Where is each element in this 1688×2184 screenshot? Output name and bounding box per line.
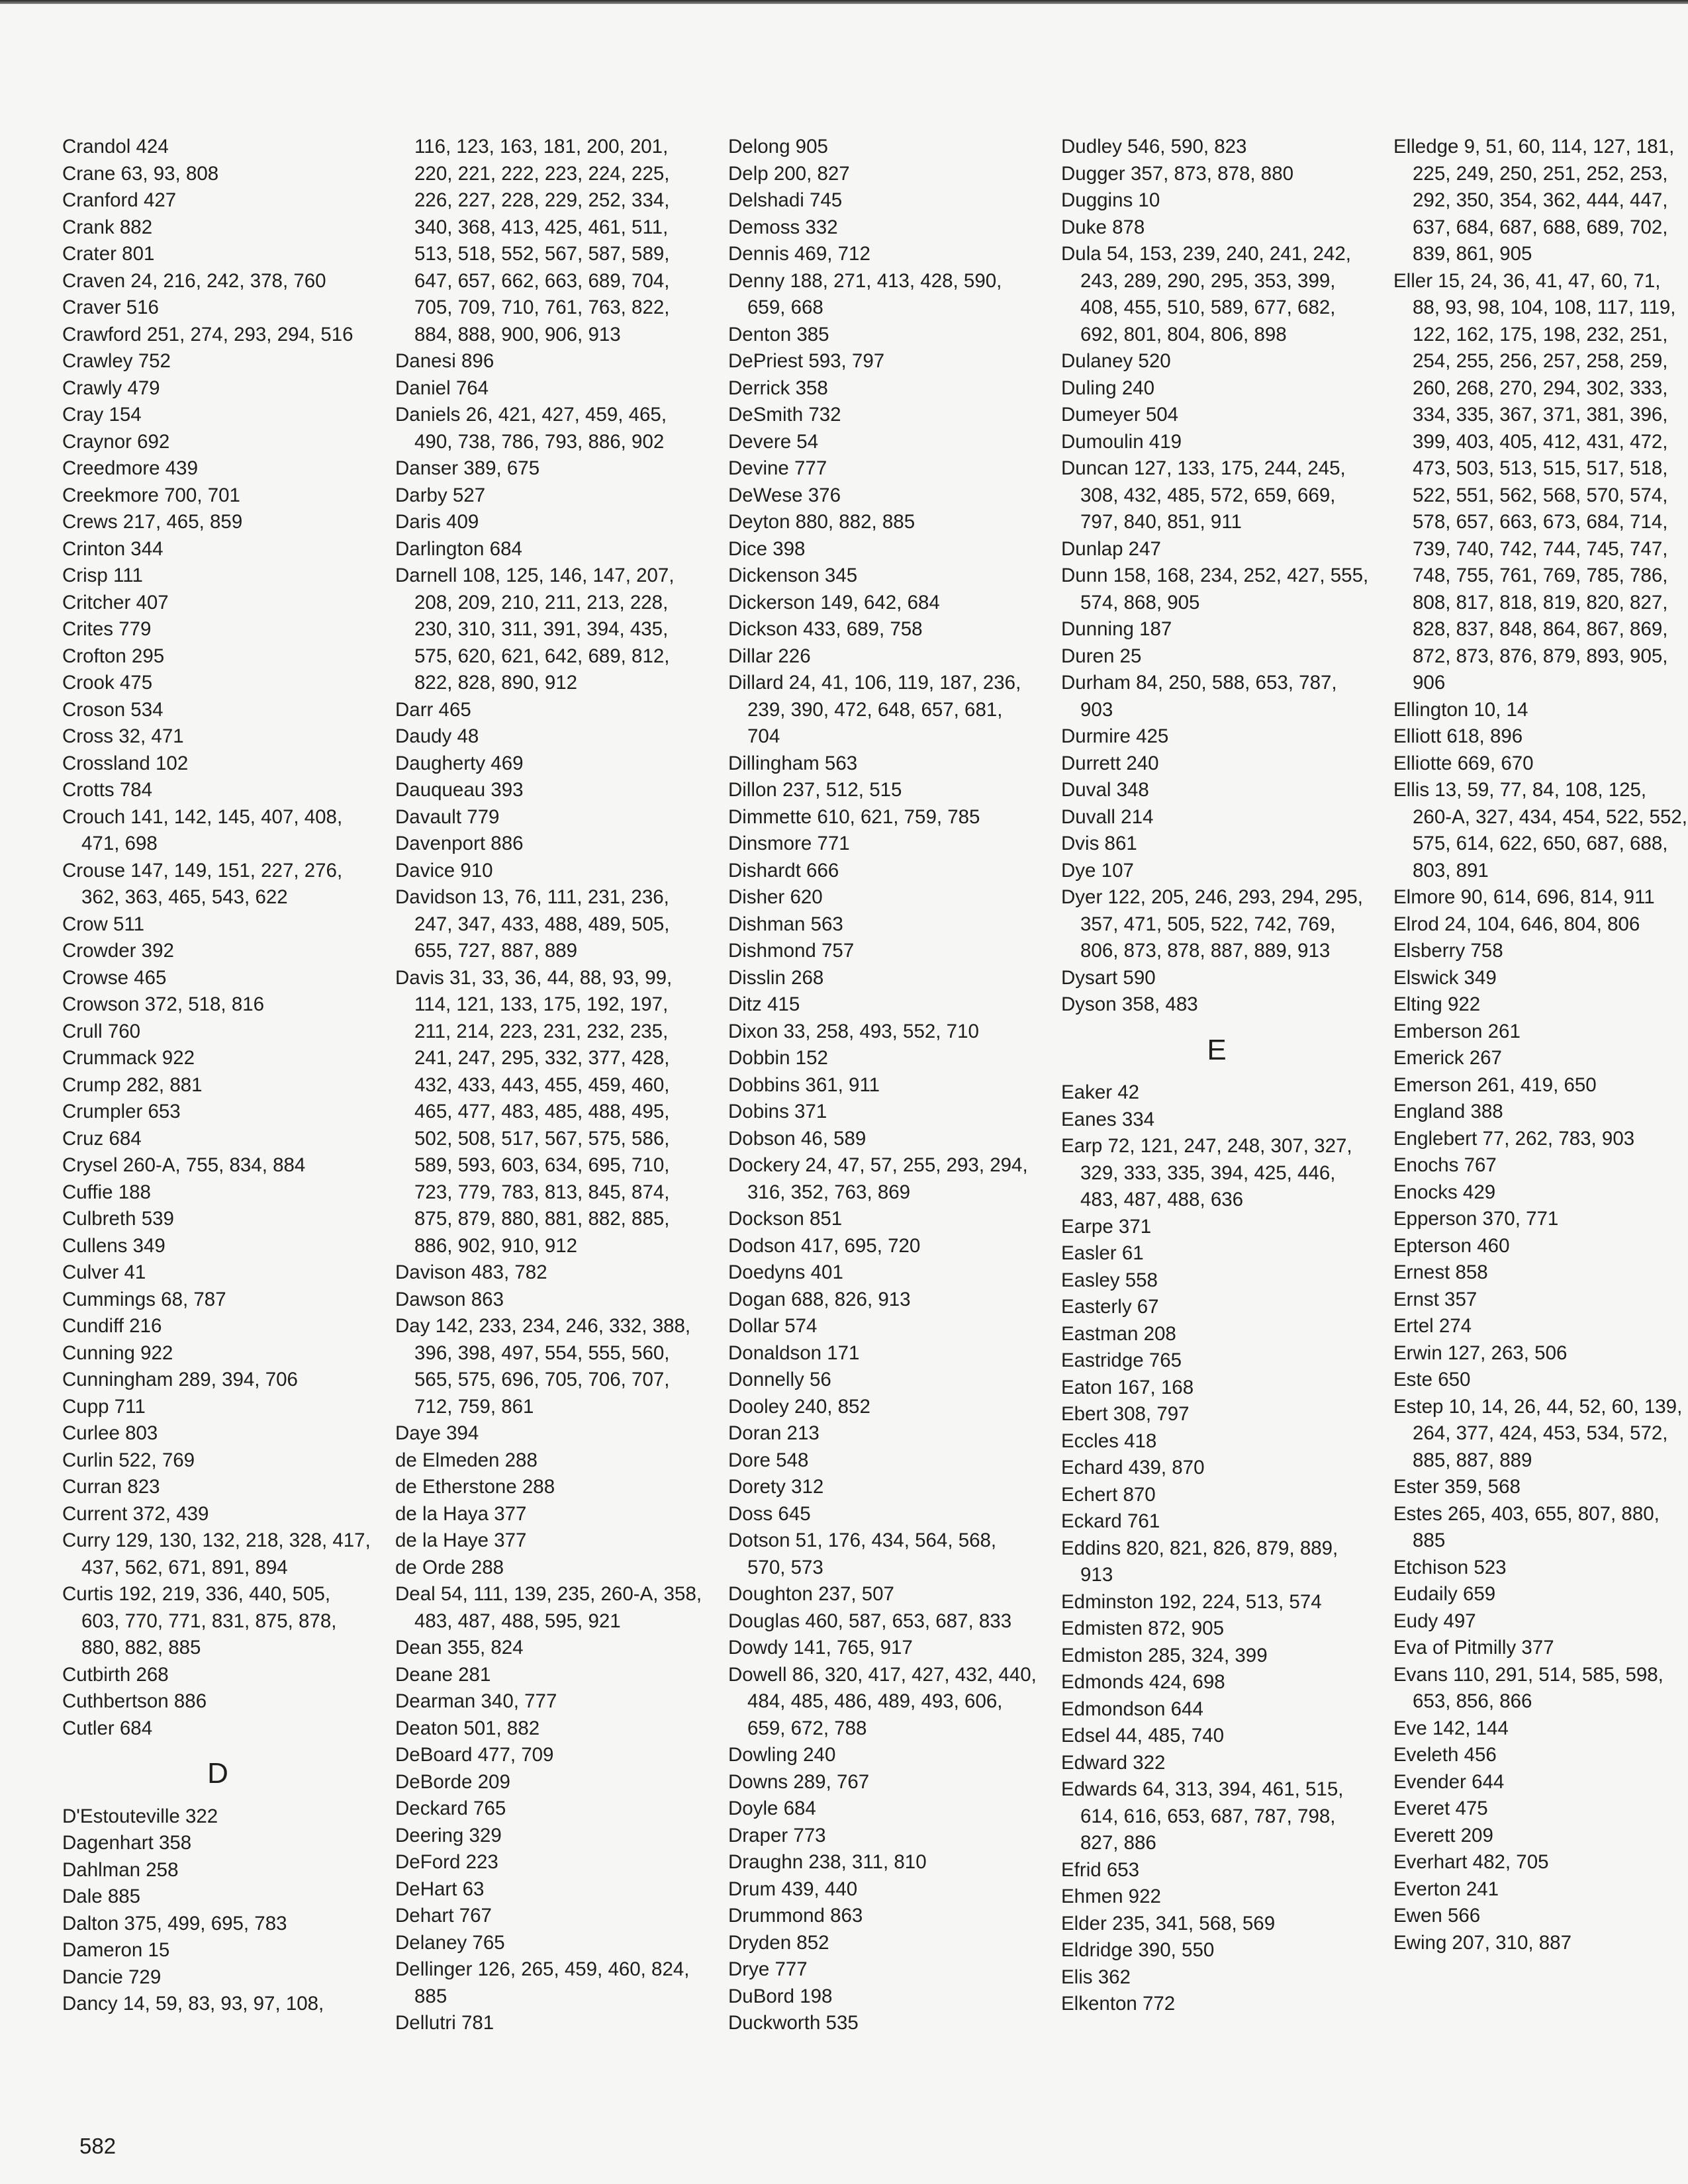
index-entry: Duren 25 <box>1061 645 1142 667</box>
index-entry: Dagenhart 358 <box>62 1832 192 1854</box>
index-entry: Estep 10, 14, 26, 44, 52, 60, 139, 264, 377, 424, 453, 534, 572, 885, 887, 889 <box>1393 1395 1683 1471</box>
index-entry: Eveleth 456 <box>1393 1744 1497 1766</box>
index-entry: Curran 823 <box>62 1476 160 1498</box>
index-entry: Emberson 261 <box>1393 1020 1521 1042</box>
index-entry: Creedmore 439 <box>62 457 198 479</box>
index-entry: Dancie 729 <box>62 1966 162 1988</box>
index-entry: Derrick 358 <box>728 377 828 399</box>
index-entry: Eller 15, 24, 36, 41, 47, 60, 71, 88, 93, 98, 104, 108, 117, 119, 122, 162, 175, 198, 232, 251, 254, 255, 256, 257, 258, 259, 260, 268, 270, 294, 302, 333, 334, 335, 367, 371, 381, 396, 399, 403, 405, 412, 431, 472, 473, 503, 513, 515, 517, 518, 522, 551, 562, 568, 570, 574, 578, 657, 663, 673, 684, 714, 739, 740, 742, 744, 745, 747, 748, 755, 761, 769, 785, 786, 808, 817, 818, 819, 820, 827, 828, 837, 848, 864, 867, 869, 872, 873, 876, 879, 893, 905, 906 <box>1393 269 1676 694</box>
index-entry: Dellinger 126, 265, 459, 460, 824, 885 <box>395 1958 690 2007</box>
index-entry: Emerick 267 <box>1393 1047 1502 1069</box>
index-entry: D'Estouteville 322 <box>62 1805 218 1827</box>
index-entry: Eudaily 659 <box>1393 1583 1496 1605</box>
index-entry: Ehmen 922 <box>1061 1886 1161 1907</box>
index-entry: Echert 870 <box>1061 1483 1156 1506</box>
index-entry: Doss 645 <box>728 1502 811 1525</box>
index-entry: Deyton 880, 882, 885 <box>728 511 915 533</box>
index-entry: Dinsmore 771 <box>728 833 850 854</box>
index-entry: Everton 241 <box>1393 1878 1499 1900</box>
index-entry: Englebert 77, 262, 783, 903 <box>1393 1127 1635 1150</box>
index-entry: Cupp 711 <box>62 1395 146 1418</box>
index-entry: Crook 475 <box>62 672 153 694</box>
index-entry: Eanes 334 <box>1061 1108 1155 1130</box>
index-entry: Easterly 67 <box>1061 1296 1159 1318</box>
index-entry: Darlington 684 <box>395 537 522 560</box>
index-entry: Dickenson 345 <box>728 565 858 586</box>
index-entry: Este 650 <box>1393 1369 1471 1390</box>
index-entry: Delshadi 745 <box>728 189 843 211</box>
index-entry: Crowder 392 <box>62 940 174 962</box>
index-entry: Dishmond 757 <box>728 940 855 962</box>
index-entry: Dearman 340, 777 <box>395 1690 557 1712</box>
index-entry: Dooley 240, 852 <box>728 1395 870 1418</box>
index-entry: Dahlman 258 <box>62 1858 179 1881</box>
index-entry: Cranford 427 <box>62 189 177 211</box>
index-entry: Devere 54 <box>728 430 819 453</box>
index-entry: Deaton 501, 882 <box>395 1717 540 1739</box>
index-entry: Crossland 102 <box>62 752 189 774</box>
index-entry: Dishman 563 <box>728 913 843 935</box>
index-entry: Duval 348 <box>1061 779 1149 801</box>
index-entry: DeWese 376 <box>728 484 841 506</box>
index-entry: Echard 439, 870 <box>1061 1457 1205 1479</box>
index-entry: Creekmore 700, 701 <box>62 484 240 506</box>
index-entry: Ertel 274 <box>1393 1315 1472 1337</box>
index-entry: Croson 534 <box>62 698 164 721</box>
index-entry: Dunn 158, 168, 234, 252, 427, 555, 574, 868, 905 <box>1061 565 1369 614</box>
index-entry: Elkenton 772 <box>1061 1993 1176 2015</box>
index-entry: Donnelly 56 <box>728 1369 831 1390</box>
index-entry: Craven 24, 216, 242, 378, 760 <box>62 269 326 292</box>
index-entry: Crawford 251, 274, 293, 294, 516 <box>62 323 353 345</box>
index-column-5 <box>1393 134 1688 1956</box>
index-entry: Daudy 48 <box>395 725 479 747</box>
index-entry: Delong 905 <box>728 136 828 158</box>
index-entry: Easler 61 <box>1061 1242 1144 1264</box>
index-entry: Dobbin 152 <box>728 1047 828 1069</box>
index-entry: Dockson 851 <box>728 1208 843 1230</box>
index-entry: Dillar 226 <box>728 645 811 667</box>
index-entry: Deane 281 <box>395 1663 491 1686</box>
index-entry: Dice 398 <box>728 537 806 560</box>
index-entry: Curlee 803 <box>62 1422 158 1444</box>
index-entry: de Orde 288 <box>395 1556 504 1578</box>
index-entry: Devine 777 <box>728 457 827 479</box>
index-entry: Deering 329 <box>395 1824 502 1846</box>
index-entry: Daniel 764 <box>395 377 489 399</box>
index-entry: Critcher 407 <box>62 591 169 614</box>
index-entry: de la Haya 377 <box>395 1502 527 1525</box>
index-entry: Dysart 590 <box>1061 966 1156 989</box>
index-entry: Evender 644 <box>1393 1770 1505 1793</box>
index-entry: Edward 322 <box>1061 1751 1166 1774</box>
index-entry: Dryden 852 <box>728 1931 829 1954</box>
section-letter-d: D <box>207 1757 228 1790</box>
index-entry: Dalton 375, 499, 695, 783 <box>62 1912 287 1934</box>
index-entry: Ewen 566 <box>1393 1905 1481 1927</box>
index-entry: Crummack 922 <box>62 1047 195 1069</box>
index-entry: Dugger 357, 873, 878, 880 <box>1061 162 1294 185</box>
index-entry: Danser 389, 675 <box>395 457 540 479</box>
index-entry: Daniels 26, 421, 427, 459, 465, 490, 738, 786, 793, 886, 902 <box>395 404 667 453</box>
index-entry: Cummings 68, 787 <box>62 1288 226 1310</box>
index-entry: Eccles 418 <box>1061 1430 1157 1452</box>
index-entry: Deckard 765 <box>395 1797 506 1819</box>
index-entry: Current 372, 439 <box>62 1502 209 1525</box>
index-entry: Epperson 370, 771 <box>1393 1208 1559 1230</box>
index-entry: de la Haye 377 <box>395 1529 527 1551</box>
index-entry: Crowson 372, 518, 816 <box>62 993 265 1015</box>
index-entry: Darr 465 <box>395 698 471 721</box>
index-entry: DuBord 198 <box>728 1985 833 2007</box>
index-entry: Cullens 349 <box>62 1234 165 1257</box>
index-entry: Dyer 122, 205, 246, 293, 294, 295, 357, 471, 505, 522, 742, 769, 806, 873, 878, 887, 889, 913 <box>1061 886 1363 962</box>
index-entry: Dickson 433, 689, 758 <box>728 618 923 640</box>
index-entry: Dore 548 <box>728 1449 809 1471</box>
index-column-1 <box>62 134 373 2018</box>
index-entry: Dyson 358, 483 <box>1061 993 1198 1015</box>
index-entry: Cross 32, 471 <box>62 725 184 747</box>
index-entry: Crisp 111 <box>62 565 143 586</box>
index-entry: Eve 142, 144 <box>1393 1717 1509 1739</box>
index-entry: Davault 779 <box>395 805 500 828</box>
index-entry: Drye 777 <box>728 1958 808 1980</box>
index-entry: Dowling 240 <box>728 1744 836 1766</box>
index-entry: Curlin 522, 769 <box>62 1449 195 1471</box>
index-entry: Disher 620 <box>728 886 823 908</box>
index-entry: Edminston 192, 224, 513, 574 <box>1061 1590 1322 1613</box>
index-entry: Eaker 42 <box>1061 1081 1140 1103</box>
index-entry: Crater 801 <box>62 243 155 265</box>
index-entry: Cutler 684 <box>62 1717 153 1739</box>
index-entry: Dogan 688, 826, 913 <box>728 1288 911 1310</box>
index-entry: Daugherty 469 <box>395 752 524 774</box>
index-entry: Denny 188, 271, 413, 428, 590, 659, 668 <box>728 269 1002 318</box>
index-entry: Doran 213 <box>728 1422 820 1444</box>
index-entry: Dockery 24, 47, 57, 255, 293, 294, 316, 352, 763, 869 <box>728 1154 1028 1203</box>
index-entry: Dowdy 141, 765, 917 <box>728 1637 913 1659</box>
index-entry: Crews 217, 465, 859 <box>62 511 243 533</box>
index-entry: Dameron 15 <box>62 1939 170 1961</box>
index-entry: Enochs 767 <box>1393 1154 1497 1176</box>
index-entry: Dobbins 361, 911 <box>728 1073 880 1096</box>
index-entry: Etchison 523 <box>1393 1556 1507 1578</box>
index-entry: DeBoard 477, 709 <box>395 1744 554 1766</box>
index-entry: Donaldson 171 <box>728 1342 860 1364</box>
index-entry: Drum 439, 440 <box>728 1878 858 1900</box>
index-entry: Ebert 308, 797 <box>1061 1403 1190 1425</box>
index-entry: Cundiff 216 <box>62 1315 162 1337</box>
index-entry: Crowse 465 <box>62 966 167 989</box>
index-entry: Davis 31, 33, 36, 44, 88, 93, 99, 114, 121, 133, 175, 192, 197, 211, 214, 223, 231, 232, 235, 241, 247, 295, 332, 377, 428, 432, 433, 443, 455, 459, 460, 465, 477, 483, 485, 488, 495, 502, 508, 517, 567, 575, 586, 589, 593, 603, 634, 695, 710, 723, 779, 783, 813, 845, 874, 875, 879, 880, 881, 882, 885, 886, 902, 910, 912 <box>395 966 673 1257</box>
index-entry: Eddins 820, 821, 826, 879, 889, 913 <box>1061 1537 1338 1586</box>
index-entry: Draughn 238, 311, 810 <box>728 1851 927 1873</box>
index-entry: Everet 475 <box>1393 1797 1488 1819</box>
index-entry: Crouse 147, 149, 151, 227, 276, 362, 363, 465, 543, 622 <box>62 859 343 908</box>
index-entry: Elrod 24, 104, 646, 804, 806 <box>1393 913 1640 935</box>
index-entry: Dobins 371 <box>728 1101 827 1122</box>
index-entry: DeBorde 209 <box>395 1770 510 1793</box>
section-letter-e: E <box>1207 1033 1227 1066</box>
index-entry: Earp 72, 121, 247, 248, 307, 327, 329, 333, 335, 394, 425, 446, 483, 487, 488, 636 <box>1061 1135 1352 1210</box>
index-entry: Curtis 192, 219, 336, 440, 505, 603, 770, 771, 831, 875, 878, 880, 882, 885 <box>62 1583 337 1659</box>
index-entry: Disslin 268 <box>728 966 824 989</box>
index-entry: Culver 41 <box>62 1261 146 1283</box>
index-entry: Crofton 295 <box>62 645 165 667</box>
index-entry: England 388 <box>1393 1101 1503 1122</box>
index-entry: Efrid 653 <box>1061 1858 1140 1881</box>
index-entry: Enocks 429 <box>1393 1181 1496 1203</box>
index-entry: Crawly 479 <box>62 377 160 399</box>
index-entry: Ellis 13, 59, 77, 84, 108, 125, 260-A, 327, 434, 454, 522, 552, 575, 614, 622, 650, 687, 688, 803, 891 <box>1393 779 1687 882</box>
index-entry: Ernest 858 <box>1393 1261 1488 1283</box>
index-entry: Day 142, 233, 234, 246, 332, 388, 396, 398, 497, 554, 555, 560, 565, 575, 696, 705, 706, 707, 712, 759, 861 <box>395 1315 691 1418</box>
index-entry: Davison 483, 782 <box>395 1261 547 1283</box>
index-entry: Crysel 260-A, 755, 834, 884 <box>62 1154 306 1176</box>
index-entry: Crandol 424 <box>62 136 169 158</box>
index-entry: Eudy 497 <box>1393 1610 1476 1632</box>
index-entry: Dimmette 610, 621, 759, 785 <box>728 805 980 828</box>
index-entry: Downs 289, 767 <box>728 1770 870 1793</box>
index-entry: Culbreth 539 <box>62 1208 174 1230</box>
index-entry: Cunningham 289, 394, 706 <box>62 1369 298 1390</box>
index-entry: de Elmeden 288 <box>395 1449 538 1471</box>
index-entry: Eldridge 390, 550 <box>1061 1939 1215 1961</box>
index-entry: Draper 773 <box>728 1824 826 1846</box>
index-entry: Dollar 574 <box>728 1315 818 1337</box>
index-entry: Daye 394 <box>395 1422 479 1444</box>
index-entry: Elledge 9, 51, 60, 114, 127, 181, 225, 249, 250, 251, 252, 253, 292, 350, 354, 362, 444, 447, 637, 684, 687, 688, 689, 702, 839, 861, 905 <box>1393 136 1675 265</box>
index-entry: Darnell 108, 125, 146, 147, 207, 208, 209, 210, 211, 213, 228, 230, 310, 311, 391, 394, 435, 575, 620, 621, 642, 689, 812, 822, 828, 890, 912 <box>395 565 675 694</box>
index-entry: DeHart 63 <box>395 1878 485 1900</box>
index-entry: Doedyns 401 <box>728 1261 843 1283</box>
index-entry: Elswick 349 <box>1393 966 1497 989</box>
index-entry: Ditz 415 <box>728 993 800 1015</box>
index-entry: Cruz 684 <box>62 1127 142 1150</box>
index-entry: Dvis 861 <box>1061 833 1137 854</box>
index-entry: Everhart 482, 705 <box>1393 1851 1549 1873</box>
index-entry: Eastridge 765 <box>1061 1349 1182 1371</box>
index-entry: Ewing 207, 310, 887 <box>1393 1931 1571 1954</box>
index-entry: Elsberry 758 <box>1393 940 1503 962</box>
index-entry: Dobson 46, 589 <box>728 1127 867 1150</box>
index-column-2 <box>395 134 706 2037</box>
index-entry: Danesi 896 <box>395 350 494 372</box>
index-entry: Darby 527 <box>395 484 486 506</box>
index-entry: Cray 154 <box>62 404 142 426</box>
index-entry: Edmondson 644 <box>1061 1698 1203 1720</box>
index-entry: Dulaney 520 <box>1061 350 1171 372</box>
index-entry: Dumeyer 504 <box>1061 404 1179 426</box>
index-entry: Edsel 44, 485, 740 <box>1061 1725 1225 1747</box>
index-entry: Doyle 684 <box>728 1797 816 1819</box>
index-entry: Ellington 10, 14 <box>1393 698 1528 721</box>
index-entry: Drummond 863 <box>728 1905 863 1927</box>
index-entry: Crumpler 653 <box>62 1101 181 1122</box>
index-entry: Crank 882 <box>62 216 153 238</box>
index-entry: Deal 54, 111, 139, 235, 260-A, 358, 483, 487, 488, 595, 921 <box>395 1583 702 1632</box>
index-entry: Dowell 86, 320, 417, 427, 432, 440, 484, 485, 486, 489, 493, 606, 659, 672, 788 <box>728 1663 1037 1739</box>
index-entry: Crinton 344 <box>62 537 164 560</box>
index-entry: Crow 511 <box>62 913 145 935</box>
index-entry: DeSmith 732 <box>728 404 841 426</box>
index-entry: Edmiston 285, 324, 399 <box>1061 1644 1268 1666</box>
index-entry: Duncan 127, 133, 175, 244, 245, 308, 432, 485, 572, 659, 669, 797, 840, 851, 911 <box>1061 457 1346 533</box>
page-number: 582 <box>79 2134 117 2158</box>
index-entry: Dishardt 666 <box>728 859 839 882</box>
index-entry: Cuthbertson 886 <box>62 1690 207 1712</box>
index-entry: Durrett 240 <box>1061 752 1159 774</box>
index-entry: de Etherstone 288 <box>395 1476 555 1498</box>
index-entry: Crane 63, 93, 808 <box>62 162 219 185</box>
index-entry: Eaton 167, 168 <box>1061 1376 1194 1398</box>
index-entry: Cunning 922 <box>62 1342 173 1364</box>
index-entry: Earpe 371 <box>1061 1215 1152 1238</box>
index-entry: Ernst 357 <box>1393 1288 1477 1310</box>
index-entry: Duvall 214 <box>1061 805 1154 828</box>
index-entry: Easley 558 <box>1061 1269 1158 1291</box>
index-entry: Dunning 187 <box>1061 618 1172 640</box>
index-entry: Crites 779 <box>62 618 152 640</box>
index-entry: Dillon 237, 512, 515 <box>728 779 902 801</box>
index-entry: Craynor 692 <box>62 430 170 453</box>
index-entry: Dula 54, 153, 239, 240, 241, 242, 243, 289, 290, 295, 353, 399, 408, 455, 510, 589, 677, 682, 692, 801, 804, 806, 898 <box>1061 243 1351 345</box>
index-entry: Eckard 761 <box>1061 1510 1160 1532</box>
index-entry: Dancy 14, 59, 83, 93, 97, 108, <box>62 1993 324 2015</box>
index-entry: Curry 129, 130, 132, 218, 328, 417, 437, 562, 671, 891, 894 <box>62 1529 371 1578</box>
index-entry: Epterson 460 <box>1393 1234 1510 1257</box>
index-entry: Delp 200, 827 <box>728 162 850 185</box>
index-entry: Elliotte 669, 670 <box>1393 752 1534 774</box>
index-entry: Dawson 863 <box>395 1288 504 1310</box>
index-entry: Eastman 208 <box>1061 1322 1176 1345</box>
index-entry: Douglas 460, 587, 653, 687, 833 <box>728 1610 1012 1632</box>
index-entry: Edmisten 872, 905 <box>1061 1617 1224 1639</box>
index-entry: Dauqueau 393 <box>395 779 524 801</box>
index-entry: Crull 760 <box>62 1020 141 1042</box>
index-entry: Emerson 261, 419, 650 <box>1393 1073 1597 1096</box>
index-entry: Crump 282, 881 <box>62 1073 203 1096</box>
index-entry: Duling 240 <box>1061 377 1155 399</box>
index-entry: Davenport 886 <box>395 833 524 854</box>
index-entry: Dixon 33, 258, 493, 552, 710 <box>728 1020 979 1042</box>
index-entry: Estes 265, 403, 655, 807, 880, 885 <box>1393 1502 1660 1551</box>
index-entry: Dotson 51, 176, 434, 564, 568, 570, 573 <box>728 1529 997 1578</box>
index-entry: Dye 107 <box>1061 859 1134 882</box>
index-entry: Dickerson 149, 642, 684 <box>728 591 940 614</box>
index-entry: Dumoulin 419 <box>1061 430 1182 453</box>
index-entry: DeFord 223 <box>395 1851 498 1873</box>
index-entry: Denton 385 <box>728 323 829 345</box>
index-entry: Daris 409 <box>395 511 479 533</box>
index-entry: Elting 922 <box>1393 993 1481 1015</box>
index-entry: Durmire 425 <box>1061 725 1169 747</box>
index-entry: Davice 910 <box>395 859 493 882</box>
index-entry: Doughton 237, 507 <box>728 1583 894 1605</box>
index-entry: Crawley 752 <box>62 350 171 372</box>
index-entry: Ester 359, 568 <box>1393 1476 1521 1498</box>
index-entry: Edmonds 424, 698 <box>1061 1671 1225 1693</box>
page-top-rule <box>0 0 1688 4</box>
index-entry: Dillard 24, 41, 106, 119, 187, 236, 239, 390, 472, 648, 657, 681, 704 <box>728 672 1021 747</box>
index-entry: Dodson 417, 695, 720 <box>728 1234 921 1257</box>
index-entry: Evans 110, 291, 514, 585, 598, 653, 856, 866 <box>1393 1663 1664 1712</box>
index-entry: Dillingham 563 <box>728 752 858 774</box>
index-entry: Edwards 64, 313, 394, 461, 515, 614, 616, 653, 687, 787, 798, 827, 886 <box>1061 1778 1344 1854</box>
index-entry: Crotts 784 <box>62 779 153 801</box>
index-entry: Delaney 765 <box>395 1931 505 1954</box>
index-entry: Demoss 332 <box>728 216 838 238</box>
index-entry: Duke 878 <box>1061 216 1145 238</box>
index-column-4 <box>1061 134 1372 2018</box>
index-entry: Cuffie 188 <box>62 1181 151 1203</box>
index-entry: Craver 516 <box>62 296 159 318</box>
index-entry: Dehart 767 <box>395 1905 492 1927</box>
index-entry: Dellutri 781 <box>395 2012 494 2034</box>
index-entry: Dennis 469, 712 <box>728 243 870 265</box>
index-entry: Eva of Pitmilly 377 <box>1393 1637 1554 1659</box>
index-entry: Dean 355, 824 <box>395 1637 524 1659</box>
index-entry: Elmore 90, 614, 696, 814, 911 <box>1393 886 1655 908</box>
index-entry: Elder 235, 341, 568, 569 <box>1061 1912 1276 1934</box>
index-entry: Davidson 13, 76, 111, 231, 236, 247, 347, 433, 488, 489, 505, 655, 727, 887, 889 <box>395 886 670 962</box>
index-entry: Dudley 546, 590, 823 <box>1061 136 1247 158</box>
index-entry: 116, 123, 163, 181, 200, 201, 220, 221, 222, 223, 224, 225, 226, 227, 228, 229, 252, 334, 340, 368, 413, 425, 461, 511, 513, 518, 552, 567, 587, 589, 647, 657, 662, 663, 689, 704, 705, 709, 710, 761, 763, 822, 884, 888, 900, 906, 913 <box>414 136 670 345</box>
index-entry: Cutbirth 268 <box>62 1663 169 1686</box>
index-entry: Erwin 127, 263, 506 <box>1393 1342 1568 1364</box>
index-entry: Elis 362 <box>1061 1966 1131 1988</box>
index-entry: Dale 885 <box>62 1886 141 1907</box>
index-entry: Duckworth 535 <box>728 2012 859 2034</box>
index-entry: Dorety 312 <box>728 1476 824 1498</box>
index-entry: Crouch 141, 142, 145, 407, 408, 471, 698 <box>62 805 343 854</box>
index-entry: DePriest 593, 797 <box>728 350 885 372</box>
index-column-3 <box>728 134 1039 2037</box>
index-entry: Durham 84, 250, 588, 653, 787, 903 <box>1061 672 1337 721</box>
index-entry: Everett 209 <box>1393 1824 1493 1846</box>
index-entry: Duggins 10 <box>1061 189 1160 211</box>
index-entry: Elliott 618, 896 <box>1393 725 1523 747</box>
index-entry: Dunlap 247 <box>1061 537 1161 560</box>
